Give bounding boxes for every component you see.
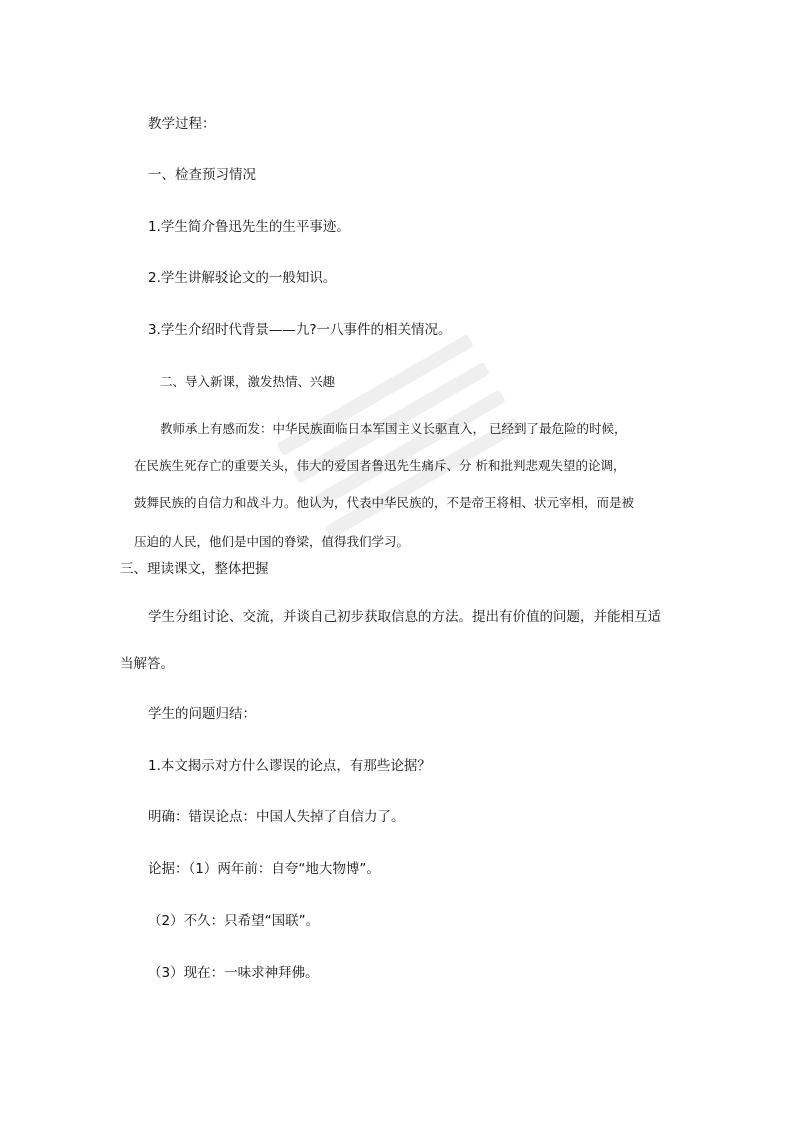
- section1-title: 一、检查预习情况: [148, 167, 256, 183]
- section2-title: 二、导入新课，激发热情、兴趣: [160, 374, 336, 389]
- section2-line-1: 教师承上有感而发：中华民族面临日本军国主义长驱直入， 已经到了最危险的时候，: [160, 421, 627, 436]
- question-1: 1.本文揭示对方什么谬误的论点，有那些论据？: [148, 758, 431, 774]
- evidence-1: 论据：（1）两年前：自夸“地大物博”。: [148, 861, 380, 877]
- summary-title: 学生的问题归结：: [148, 706, 256, 722]
- section2-line-2: 在民族生死存亡的重要关头，伟大的爱国者鲁迅先生痛斥、分 析和批判悲观失望的论调，: [134, 458, 626, 473]
- watermark: [267, 298, 592, 601]
- section2-line-4: 压迫的人民，他们是中国的脊梁，值得我们学习。: [134, 534, 410, 549]
- heading: 教学过程：: [148, 116, 216, 132]
- section2-line-3: 鼓舞民族的自信力和战斗力。他认为，代表中华民族的，不是帝王将相、状元宰相，而是被: [134, 495, 635, 510]
- evidence-2: （2）不久：只希望“国联”。: [148, 913, 320, 929]
- section1-item-3: 3.学生介绍时代背景——九?一八事件的相关情况。: [148, 322, 452, 338]
- section3-para-line-2: 当解答。: [120, 656, 174, 672]
- section3-para-line-1: 学生分组讨论、交流，并谈自己初步获取信息的方法。提出有价值的问题，并能相互适: [148, 609, 661, 625]
- section1-item-2: 2.学生讲解驳论文的一般知识。: [148, 270, 337, 286]
- evidence-3: （3）现在：一味求神拜佛。: [148, 965, 319, 981]
- answer-1: 明确：错误论点：中国人失掉了自信力了。: [148, 809, 405, 825]
- section1-item-1: 1.学生简介鲁迅先生的生平事迹。: [148, 219, 350, 235]
- section3-title: 三、理读课文，整体把握: [120, 561, 269, 577]
